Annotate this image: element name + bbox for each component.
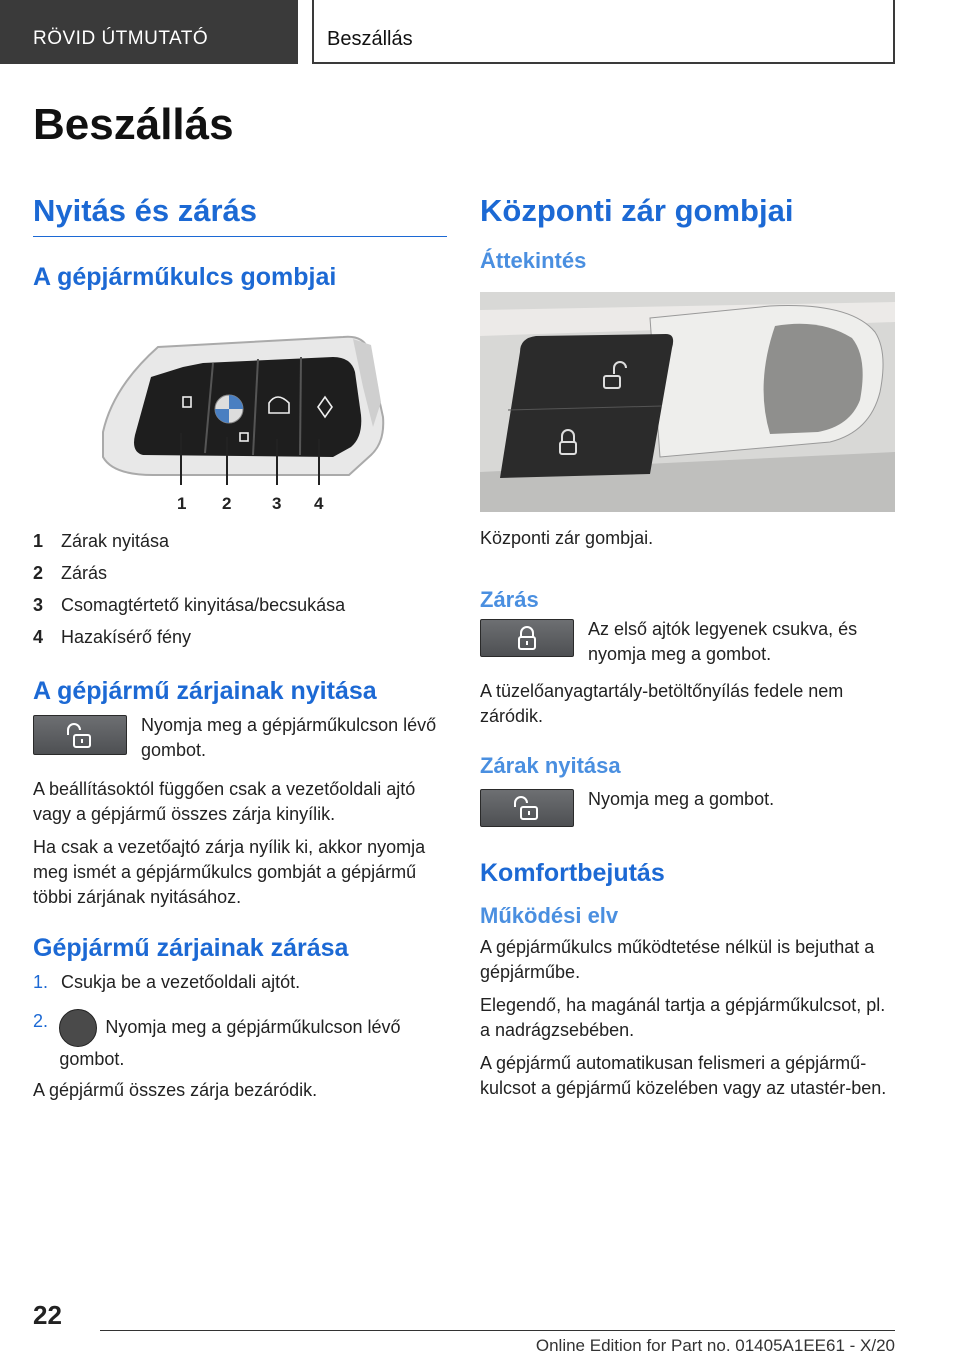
door-panel-illustration <box>480 292 895 512</box>
driver-door-paragraph: Ha csak a vezetőajtó zárja nyílik ki, akkor nyomja meg ismét a gépjárműkulcs gombját a gépjármű többi zárjának nyitásához. <box>33 837 426 907</box>
left-column <box>33 190 447 1103</box>
key-label-3: 3 <box>272 494 282 513</box>
comfort-para-1: A gépjárműkulcs működtetése nélkül is bejuthat a gépjárműbe. <box>480 937 875 982</box>
key-legend <box>33 525 447 653</box>
list-item: 1 Zárak nyitása <box>33 531 170 551</box>
section-header <box>0 0 298 64</box>
overview-heading: Áttekintés <box>480 248 587 273</box>
list-item: 2. Nyomja meg a gépjárműkulcson lévő gombot. <box>33 1011 401 1069</box>
key-label-2: 2 <box>222 494 232 513</box>
unlock-instruction <box>33 713 447 763</box>
open-close-heading-wrap <box>33 190 447 237</box>
key-label-1: 1 <box>177 494 187 513</box>
footer-divider <box>100 1330 895 1331</box>
unlock-button-icon-right <box>480 789 574 827</box>
chapter-header <box>312 0 895 64</box>
section-label: RÖVID ÚTMUTATÓ <box>33 28 209 49</box>
page-number: 22 <box>33 1300 62 1330</box>
lock-heading: Gépjármű zárjainak zárása <box>33 934 349 962</box>
lock-result: A gépjármű összes zárja bezáródik. <box>33 1080 318 1100</box>
open-close-heading: Nyitás és zárás <box>33 193 258 228</box>
lock-button-icon <box>480 619 574 657</box>
unlock-button-icon <box>33 715 127 755</box>
key-fob-illustration <box>33 327 447 517</box>
bmw-logo-icon <box>59 1009 97 1047</box>
key-buttons-heading: A gépjárműkulcs gombjai <box>33 263 337 291</box>
unlock-right-text: Nyomja meg a gombot. <box>588 789 775 809</box>
comfort-para-3: A gépjármű automatikusan felismeri a gépjármű-kulcsot a gépjármű közelében vagy az utastér-ben. <box>480 1053 887 1098</box>
comfort-para-2: Elegendő, ha magánál tartja a gépjárműkulcsot, pl. a nadrágzsebében. <box>480 995 886 1040</box>
comfort-heading: Komfortbejutás <box>480 859 665 887</box>
chapter-label: Beszállás <box>327 28 413 50</box>
unlock-subheading: Zárak nyitása <box>480 753 621 778</box>
lock-instruction <box>480 617 895 667</box>
fuel-note: A tüzelőanyagtartály-betöltőnyílás fedele nem záródik. <box>480 681 844 726</box>
key-label-4: 4 <box>314 494 324 513</box>
unlock-heading: A gépjármű zárjainak nyitása <box>33 677 377 705</box>
page-title: Beszállás <box>33 100 234 149</box>
list-item: 4 Hazakísérő fény <box>33 627 192 647</box>
unlock-text: Nyomja meg a gépjárműkulcson lévő gombot. <box>141 715 437 760</box>
list-item: 1. Csukja be a vezetőoldali ajtót. <box>33 972 301 992</box>
lock-subheading: Zárás <box>480 587 539 612</box>
right-column <box>480 190 895 1101</box>
edition-text: Online Edition for Part no. 01405A1EE61 - X/20 <box>535 1336 895 1355</box>
unlock-instruction-right <box>480 787 895 827</box>
image-caption: Központi zár gombjai. <box>480 528 654 548</box>
principle-heading: Működési elv <box>480 903 619 928</box>
lock-text: Az első ajtók legyenek csukva, és nyomja meg a gombot. <box>588 619 858 664</box>
list-item: 2 Zárás <box>33 563 108 583</box>
central-lock-heading: Központi zár gombjai <box>480 193 794 228</box>
list-item: 3 Csomagtértető kinyitása/becsukása <box>33 595 346 615</box>
settings-paragraph: A beállításoktól függően csak a vezetőoldali ajtó vagy a gépjármű összes zárja kinyílik. <box>33 779 416 824</box>
